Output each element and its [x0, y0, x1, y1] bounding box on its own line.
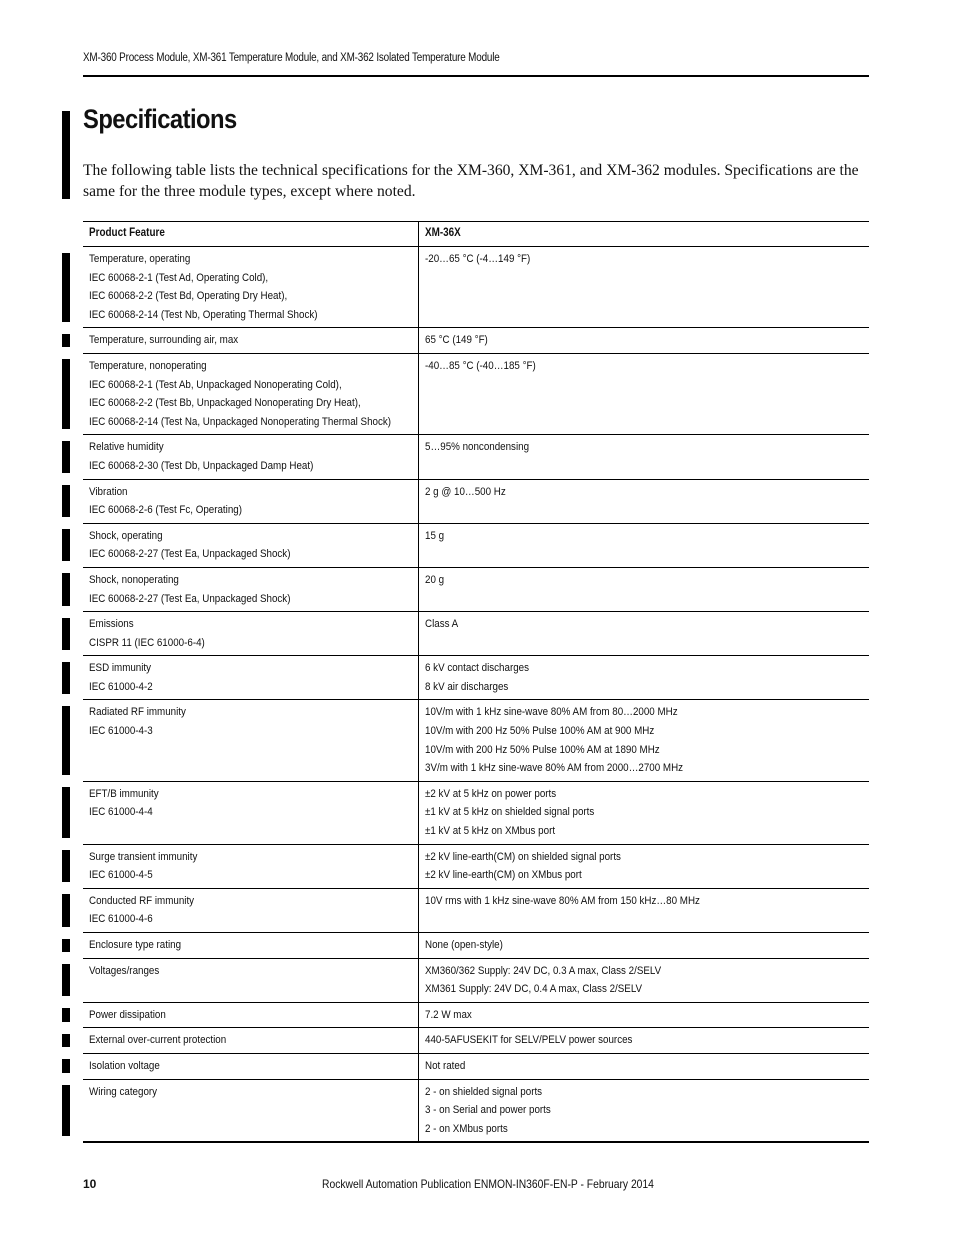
value-line: ±1 kV at 5 kHz on XMbus port — [424, 825, 555, 838]
feature-line: IEC 61000-4-2 — [89, 680, 153, 693]
product-feature-cell — [83, 612, 418, 656]
value-line: 20 g — [424, 573, 444, 586]
feature-line: Radiated RF immunity — [89, 706, 186, 719]
change-bar-intro — [62, 111, 70, 199]
value-line: 10V/m with 200 Hz 50% Pulse 100% AM at 1890 MHz — [424, 743, 660, 756]
product-feature-cell — [83, 781, 418, 844]
publication-info: Rockwell Automation Publication ENMON-IN360F-EN-P - February 2014 — [322, 1177, 654, 1191]
spec-value-cell — [418, 844, 869, 888]
change-bar — [62, 1085, 70, 1136]
change-bar — [62, 359, 70, 428]
spec-value-cell — [418, 700, 869, 781]
product-feature-cell — [83, 247, 418, 328]
feature-line: Surge transient immunity — [89, 850, 198, 863]
feature-line: External over-current protection — [89, 1034, 227, 1047]
table-row — [83, 523, 869, 567]
change-bar — [62, 334, 70, 348]
feature-line: IEC 60068-2-2 (Test Bd, Operating Dry Heat), — [89, 290, 288, 303]
spec-value-cell — [418, 888, 869, 932]
product-feature-cell — [83, 888, 418, 932]
spec-value-cell — [418, 933, 869, 959]
feature-line: IEC 60068-2-27 (Test Ea, Unpackaged Shock) — [89, 592, 291, 605]
feature-line: IEC 60068-2-1 (Test Ab, Unpackaged Nonoperating Cold), — [89, 378, 342, 391]
feature-line: IEC 60068-2-2 (Test Bb, Unpackaged Nonoperating Dry Heat), — [89, 397, 361, 410]
intro-paragraph: The following table lists the technical specifications for the XM-360, XM-361, and XM-362 modules. Specifications are the same for the three module types, except where noted. — [83, 162, 859, 200]
table-row — [83, 479, 869, 523]
product-feature-cell — [83, 958, 418, 1002]
spec-value-cell — [418, 247, 869, 328]
feature-line: Voltages/ranges — [89, 964, 160, 977]
product-feature-cell — [83, 1053, 418, 1079]
value-line: 2 g @ 10…500 Hz — [424, 485, 506, 498]
change-bar — [62, 964, 70, 996]
value-line: 7.2 W max — [424, 1008, 472, 1021]
product-feature-cell — [83, 844, 418, 888]
feature-line: EFT/B immunity — [89, 787, 159, 800]
table-row — [83, 328, 869, 354]
change-bar — [62, 787, 70, 838]
value-line: 3 - on Serial and power ports — [424, 1104, 551, 1117]
product-feature-cell — [83, 700, 418, 781]
table-row — [83, 567, 869, 611]
feature-line: IEC 61000-4-3 — [89, 725, 153, 738]
value-line: 8 kV air discharges — [424, 680, 508, 693]
value-line: 10V rms with 1 kHz sine-wave 80% AM from 150 kHz…80 MHz — [424, 894, 700, 907]
column-header-feature: Product Feature — [83, 222, 418, 247]
change-bar — [62, 1059, 70, 1073]
value-line: 6 kV contact discharges — [424, 662, 529, 675]
feature-line: Shock, operating — [89, 529, 163, 542]
value-line: ±1 kV at 5 kHz on shielded signal ports — [424, 806, 594, 819]
value-line: 440-5AFUSEKIT for SELV/PELV power sources — [424, 1034, 632, 1047]
table-row — [83, 958, 869, 1002]
specifications-table — [83, 221, 869, 1143]
table-header-row — [83, 222, 869, 247]
change-bar — [62, 1034, 70, 1048]
table-row — [83, 1053, 869, 1079]
value-line: Not rated — [424, 1059, 465, 1072]
value-line: 2 - on shielded signal ports — [424, 1085, 542, 1098]
product-feature-cell — [83, 933, 418, 959]
spec-value-cell — [418, 479, 869, 523]
change-bar — [62, 850, 70, 882]
value-line: 2 - on XMbus ports — [424, 1122, 508, 1135]
spec-value-cell — [418, 1028, 869, 1054]
spec-value-cell — [418, 1079, 869, 1142]
product-feature-cell — [83, 656, 418, 700]
value-line: -40…85 °C (-40…185 °F) — [424, 359, 536, 372]
spec-value-cell — [418, 567, 869, 611]
product-feature-cell — [83, 479, 418, 523]
feature-line: Shock, nonoperating — [89, 573, 179, 586]
value-line: ±2 kV line-earth(CM) on shielded signal ports — [424, 850, 621, 863]
product-feature-cell — [83, 1002, 418, 1028]
feature-line: Vibration — [89, 485, 128, 498]
spec-value-cell — [418, 435, 869, 479]
feature-line: Temperature, nonoperating — [89, 359, 207, 372]
product-feature-cell — [83, 353, 418, 434]
feature-line: IEC 60068-2-1 (Test Ad, Operating Cold), — [89, 271, 269, 284]
spec-value-cell — [418, 958, 869, 1002]
spec-value-cell — [418, 353, 869, 434]
spec-value-cell — [418, 523, 869, 567]
change-bar — [62, 253, 70, 322]
page-title: Specifications — [83, 104, 237, 134]
change-bar — [62, 939, 70, 953]
product-feature-cell — [83, 567, 418, 611]
value-line: 10V/m with 1 kHz sine-wave 80% AM from 80…2000 MHz — [424, 706, 678, 719]
table-row — [83, 933, 869, 959]
feature-line: Relative humidity — [89, 441, 164, 454]
value-line: ±2 kV line-earth(CM) on XMbus port — [424, 869, 582, 882]
page-number: 10 — [83, 1177, 97, 1191]
feature-line: IEC 61000-4-5 — [89, 869, 153, 882]
value-line: 10V/m with 200 Hz 50% Pulse 100% AM at 900 MHz — [424, 725, 654, 738]
table-row — [83, 656, 869, 700]
value-line: Class A — [424, 618, 458, 631]
feature-line: Temperature, operating — [89, 253, 191, 265]
feature-line: IEC 60068-2-14 (Test Na, Unpackaged Nonoperating Thermal Shock) — [89, 415, 392, 428]
change-bar — [62, 662, 70, 694]
product-feature-cell — [83, 435, 418, 479]
table-row — [83, 781, 869, 844]
running-header: XM-360 Process Module, XM-361 Temperature Module, and XM-362 Isolated Temperature Module — [83, 52, 500, 64]
change-bar — [62, 894, 70, 926]
value-line: 65 °C (149 °F) — [424, 334, 488, 347]
feature-line: IEC 61000-4-6 — [89, 913, 153, 926]
change-bar — [62, 706, 70, 775]
value-line: -20…65 °C (-4…149 °F) — [424, 253, 530, 265]
feature-line: ESD immunity — [89, 662, 152, 675]
table-body — [83, 247, 869, 1143]
feature-line: IEC 60068-2-6 (Test Fc, Operating) — [89, 504, 242, 517]
change-bar — [62, 441, 70, 473]
feature-line: IEC 60068-2-14 (Test Nb, Operating Thermal Shock) — [89, 308, 318, 321]
table-row — [83, 435, 869, 479]
spec-value-cell — [418, 1053, 869, 1079]
change-bar — [62, 1008, 70, 1022]
value-line: 3V/m with 1 kHz sine-wave 80% AM from 2000…2700 MHz — [424, 762, 683, 775]
spec-value-cell — [418, 1002, 869, 1028]
table-row — [83, 1079, 869, 1142]
value-line: ±2 kV at 5 kHz on power ports — [424, 787, 556, 800]
table-row — [83, 844, 869, 888]
table-row — [83, 700, 869, 781]
spec-value-cell — [418, 656, 869, 700]
table-row — [83, 1002, 869, 1028]
table-row — [83, 612, 869, 656]
table-row — [83, 247, 869, 328]
change-bar — [62, 573, 70, 605]
value-line: 5…95% noncondensing — [424, 441, 529, 454]
feature-line: CISPR 11 (IEC 61000-6-4) — [89, 636, 205, 649]
feature-line: Temperature, surrounding air, max — [89, 334, 239, 347]
product-feature-cell — [83, 523, 418, 567]
feature-line: Isolation voltage — [89, 1059, 160, 1072]
value-line: 15 g — [424, 529, 444, 542]
product-feature-cell — [83, 1028, 418, 1054]
feature-line: Emissions — [89, 618, 134, 631]
feature-line: Power dissipation — [89, 1008, 166, 1021]
header-rule — [83, 75, 869, 77]
table-row — [83, 353, 869, 434]
feature-line: Conducted RF immunity — [89, 894, 195, 907]
change-bar — [62, 529, 70, 561]
table-row — [83, 888, 869, 932]
value-line: XM361 Supply: 24V DC, 0.4 A max, Class 2/SELV — [424, 983, 642, 996]
feature-line: IEC 60068-2-30 (Test Db, Unpackaged Damp Heat) — [89, 459, 314, 472]
change-bar — [62, 485, 70, 517]
change-bar — [62, 618, 70, 650]
table-row — [83, 1028, 869, 1054]
spec-value-cell — [418, 328, 869, 354]
value-line: None (open-style) — [424, 939, 503, 951]
feature-line: Wiring category — [89, 1085, 158, 1098]
value-line: XM360/362 Supply: 24V DC, 0.3 A max, Class 2/SELV — [424, 964, 661, 977]
product-feature-cell — [83, 1079, 418, 1142]
spec-value-cell — [418, 781, 869, 844]
feature-line: Enclosure type rating — [89, 939, 182, 951]
column-header-value: XM-36X — [418, 222, 869, 247]
product-feature-cell — [83, 328, 418, 354]
feature-line: IEC 60068-2-27 (Test Ea, Unpackaged Shock) — [89, 548, 291, 561]
spec-value-cell — [418, 612, 869, 656]
feature-line: IEC 61000-4-4 — [89, 806, 153, 819]
